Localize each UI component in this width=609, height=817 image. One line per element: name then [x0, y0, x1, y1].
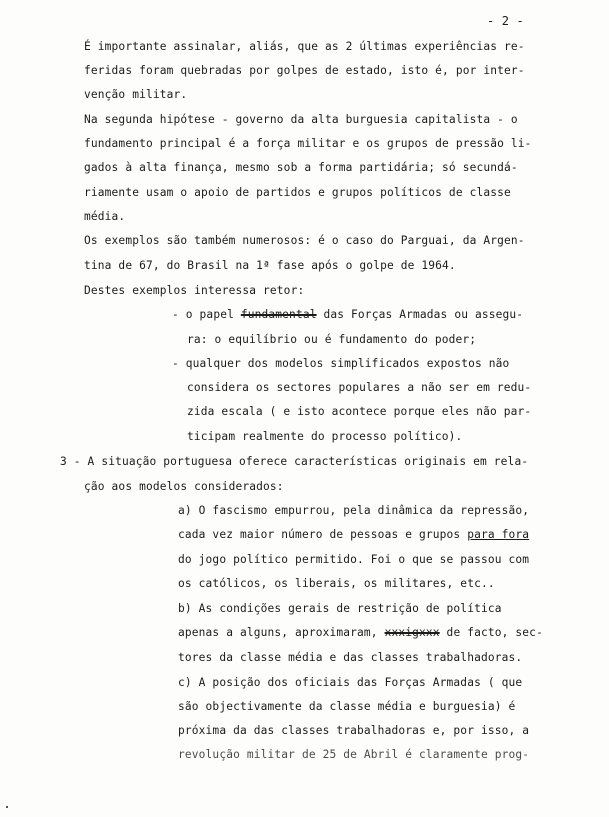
item-b-line-3: tores da classe média e das classes trabalhadoras. — [178, 651, 523, 664]
paragraph-2-line-1: Na segunda hipótese - governo da alta burguesia capitalista - o — [84, 113, 518, 126]
section-3-line-1 — [60, 455, 528, 469]
paragraph-1-line-3: venção militar. — [84, 88, 188, 101]
margin-mark — [6, 806, 8, 808]
item-b-line-1: b) As condições gerais de restrição de política — [178, 602, 502, 615]
item-a-line-4: os católicos, os liberais, os militares, etc.. — [178, 577, 495, 590]
bullet-1-line-2: ra: o equilíbrio ou é fundamento do poder; — [187, 333, 477, 346]
item-c-line-4: revolução militar de 25 de Abril é claramente prog- — [178, 748, 530, 761]
bullet-1-line-1 — [172, 308, 523, 322]
bullet-2-line-4: ticipam realmente do processo político). — [187, 430, 463, 443]
bullet-2-line-1: - qualquer dos modelos simplificados expostos não — [172, 357, 510, 370]
paragraph-2-line-2: fundamento principal é a força militar e os grupos de pressão li- — [84, 137, 532, 150]
page-number: - 2 - — [487, 14, 524, 28]
item-a-line-1: a) O fascismo empurrou, pela dinâmica da repressão, — [178, 504, 530, 517]
paragraph-1-line-1: É importante assinalar, aliás, que as 2 últimas experiências re- — [84, 40, 525, 53]
section-3-text: - A situação portuguesa oferece características originais em rela- — [66, 455, 529, 468]
item-b-text: apenas a alguns, aproximaram, — [178, 626, 385, 639]
item-a-text: cada vez maior número de pessoas e grupos — [178, 528, 468, 541]
item-a-underlined: para fora — [467, 528, 530, 541]
item-c-line-2: são objectivamente da classe média e burguesia) é — [178, 700, 516, 713]
bullet-1-struck-word: fundamental — [240, 308, 317, 321]
paragraph-1-line-2: feridas foram quebradas por golpes de estado, isto é, por inter- — [84, 64, 525, 77]
bullet-2-line-2: considera os sectores populares a não ser em redu- — [187, 381, 532, 394]
item-a-line-3: do jogo político permitido. Foi o que se passou com — [178, 553, 530, 566]
paragraph-2-line-5: média. — [84, 210, 126, 223]
paragraph-2-line-4: riamente usam o apoio de partidos e grupos políticos de classe — [84, 186, 511, 199]
bullet-1-prefix: - o papel — [172, 308, 241, 321]
bullet-2-line-3: zida escala ( e isto acontece porque eles não par- — [187, 405, 532, 418]
item-c-line-1: c) A posição dos oficiais das Forças Armadas ( que — [178, 676, 523, 689]
paragraph-3-line-1: Os exemplos são também numerosos: é o caso do Parguai, da Argen- — [84, 234, 525, 247]
item-b-text-post: de facto, sec- — [439, 626, 543, 639]
item-a-line-2 — [178, 528, 529, 542]
item-c-line-3: próxima da das classes trabalhadoras e, por isso, a — [178, 724, 530, 737]
item-b-struck-word: xxxigxxx — [384, 626, 440, 639]
bullet-1-rest: das Forças Armadas ou assegu- — [316, 308, 524, 321]
retain-intro: Destes exemplos interessa retor: — [84, 284, 305, 297]
paragraph-2-line-3: gados à alta finança, mesmo sob a forma partidária; só secundá- — [84, 161, 518, 174]
paragraph-3-line-2: tina de 67, do Brasil na 1ª fase após o golpe de 1964. — [84, 259, 456, 272]
section-3-line-2: ção aos modelos considerados: — [84, 480, 284, 493]
section-3-number: 3 — [60, 455, 67, 468]
item-b-line-2 — [178, 626, 543, 640]
